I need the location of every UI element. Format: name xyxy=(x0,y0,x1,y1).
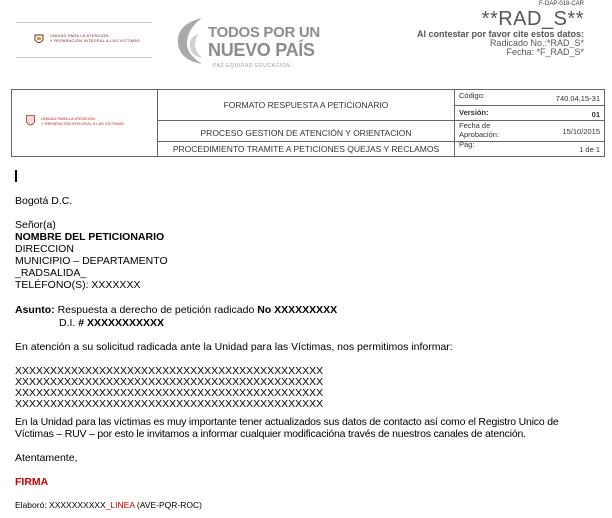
placeholder-block xyxy=(15,366,323,410)
format-header-table xyxy=(11,89,605,157)
table-logo-cell xyxy=(12,90,158,156)
recipient-name: NOMBRE DEL PETICIONARIO xyxy=(15,231,165,243)
table-logo-text: UNIDAD PARA LA ATENCIÓN Y REPARACIÓN INTEGRAL A LAS VÍCTIMAS xyxy=(41,116,124,126)
proceso-title: PROCESO GESTION DE ATENCIÓN Y ORIENTACION xyxy=(158,121,455,142)
elaboro-line: Elaboró: XXXXXXXXXX_LINEA (AVE-PQR-ROC) xyxy=(15,500,202,510)
codigo-row: Código: 740.04,15-31 xyxy=(455,90,604,106)
slogan-line-1: TODOS POR UN xyxy=(208,24,320,41)
coat-of-arms-icon xyxy=(34,34,44,45)
unidad-victimas-logo xyxy=(16,22,152,58)
logo-text: UNIDAD PARA LA ATENCIÓN Y REPARACIÓN INTEGRAL A LAS VÍCTIMAS xyxy=(50,33,141,43)
procedimiento-title: PROCEDIMIENTO TRAMITE A PETICIONES QUEJAS Y RECLAMOS xyxy=(158,142,455,156)
placeholder-line: XXXXXXXXXXXXXXXXXXXXXXXXXXXXXXXXXXXXXXXXXXXX xyxy=(15,376,324,388)
salutation: Señor(a) xyxy=(15,219,56,231)
version-row: Versión: 01 xyxy=(455,106,604,121)
fecha-line: Fecha: *F_RAD_S* xyxy=(506,47,584,57)
radsalida: _RADSALIDA_ xyxy=(15,267,87,279)
slogan-line-3: PAZ EQUIDAD EDUCACIÓN xyxy=(213,63,291,69)
pagina-row: Pág: 1 de 1 xyxy=(459,140,600,154)
text-cursor xyxy=(15,170,17,182)
recipient-municipio: MUNICIPIO – DEPARTAMENTO xyxy=(15,255,168,267)
placeholder-line: XXXXXXXXXXXXXXXXXXXXXXXXXXXXXXXXXXXXXXXXXXXX xyxy=(15,365,324,377)
form-code: F-OAP-018-CAR xyxy=(538,1,584,7)
body-paragraph-line-2: Víctimas – RUV – por esto le invitamos a informar cualquier modificacióna través de nuestros canales de atención. xyxy=(15,428,526,440)
format-title: FORMATO RESPUESTA A PETICIONARIO xyxy=(158,90,455,121)
di-line: D.I. # XXXXXXXXXXX xyxy=(59,317,165,329)
swoosh-icon xyxy=(172,14,208,68)
recipient-phone: TELÉFONO(S): XXXXXXX xyxy=(15,279,141,291)
shield-icon xyxy=(26,115,35,128)
asunto-line: Asunto: Respuesta a derecho de petición radicado No XXXXXXXXX xyxy=(15,304,338,316)
recipient-address: DIRECCION xyxy=(15,243,74,255)
closing: Atentamente, xyxy=(15,452,78,464)
body-paragraph-line-1: En la Unidad para las víctimas es muy importante tener actualizados sus datos de contacto así como el Registro Unico de xyxy=(15,416,559,428)
city: Bogotá D.C. xyxy=(15,195,73,207)
placeholder-line: XXXXXXXXXXXXXXXXXXXXXXXXXXXXXXXXXXXXXXXXXXXX xyxy=(15,387,324,399)
todos-por-un-nuevo-pais-logo xyxy=(168,8,320,76)
signature-placeholder: FIRMA xyxy=(15,476,49,488)
radicado-line: Radicado No.:*RAD_S* xyxy=(489,38,584,48)
fecha-aprobacion-row: Fecha de Aprobación: 15/10/2015 xyxy=(455,121,604,142)
contest-note: Al contestar por favor cite estos datos: xyxy=(416,29,584,39)
slogan-line-2: NUEVO PAÍS xyxy=(208,40,315,60)
intro-paragraph: En atención a su solicitud radicada ante la Unidad para las Víctimas, nos permitimos informar: xyxy=(15,341,453,353)
placeholder-line: XXXXXXXXXXXXXXXXXXXXXXXXXXXXXXXXXXXXXXXXXXXX xyxy=(15,398,324,410)
radicado-placeholder: **RAD_S** xyxy=(481,8,584,30)
